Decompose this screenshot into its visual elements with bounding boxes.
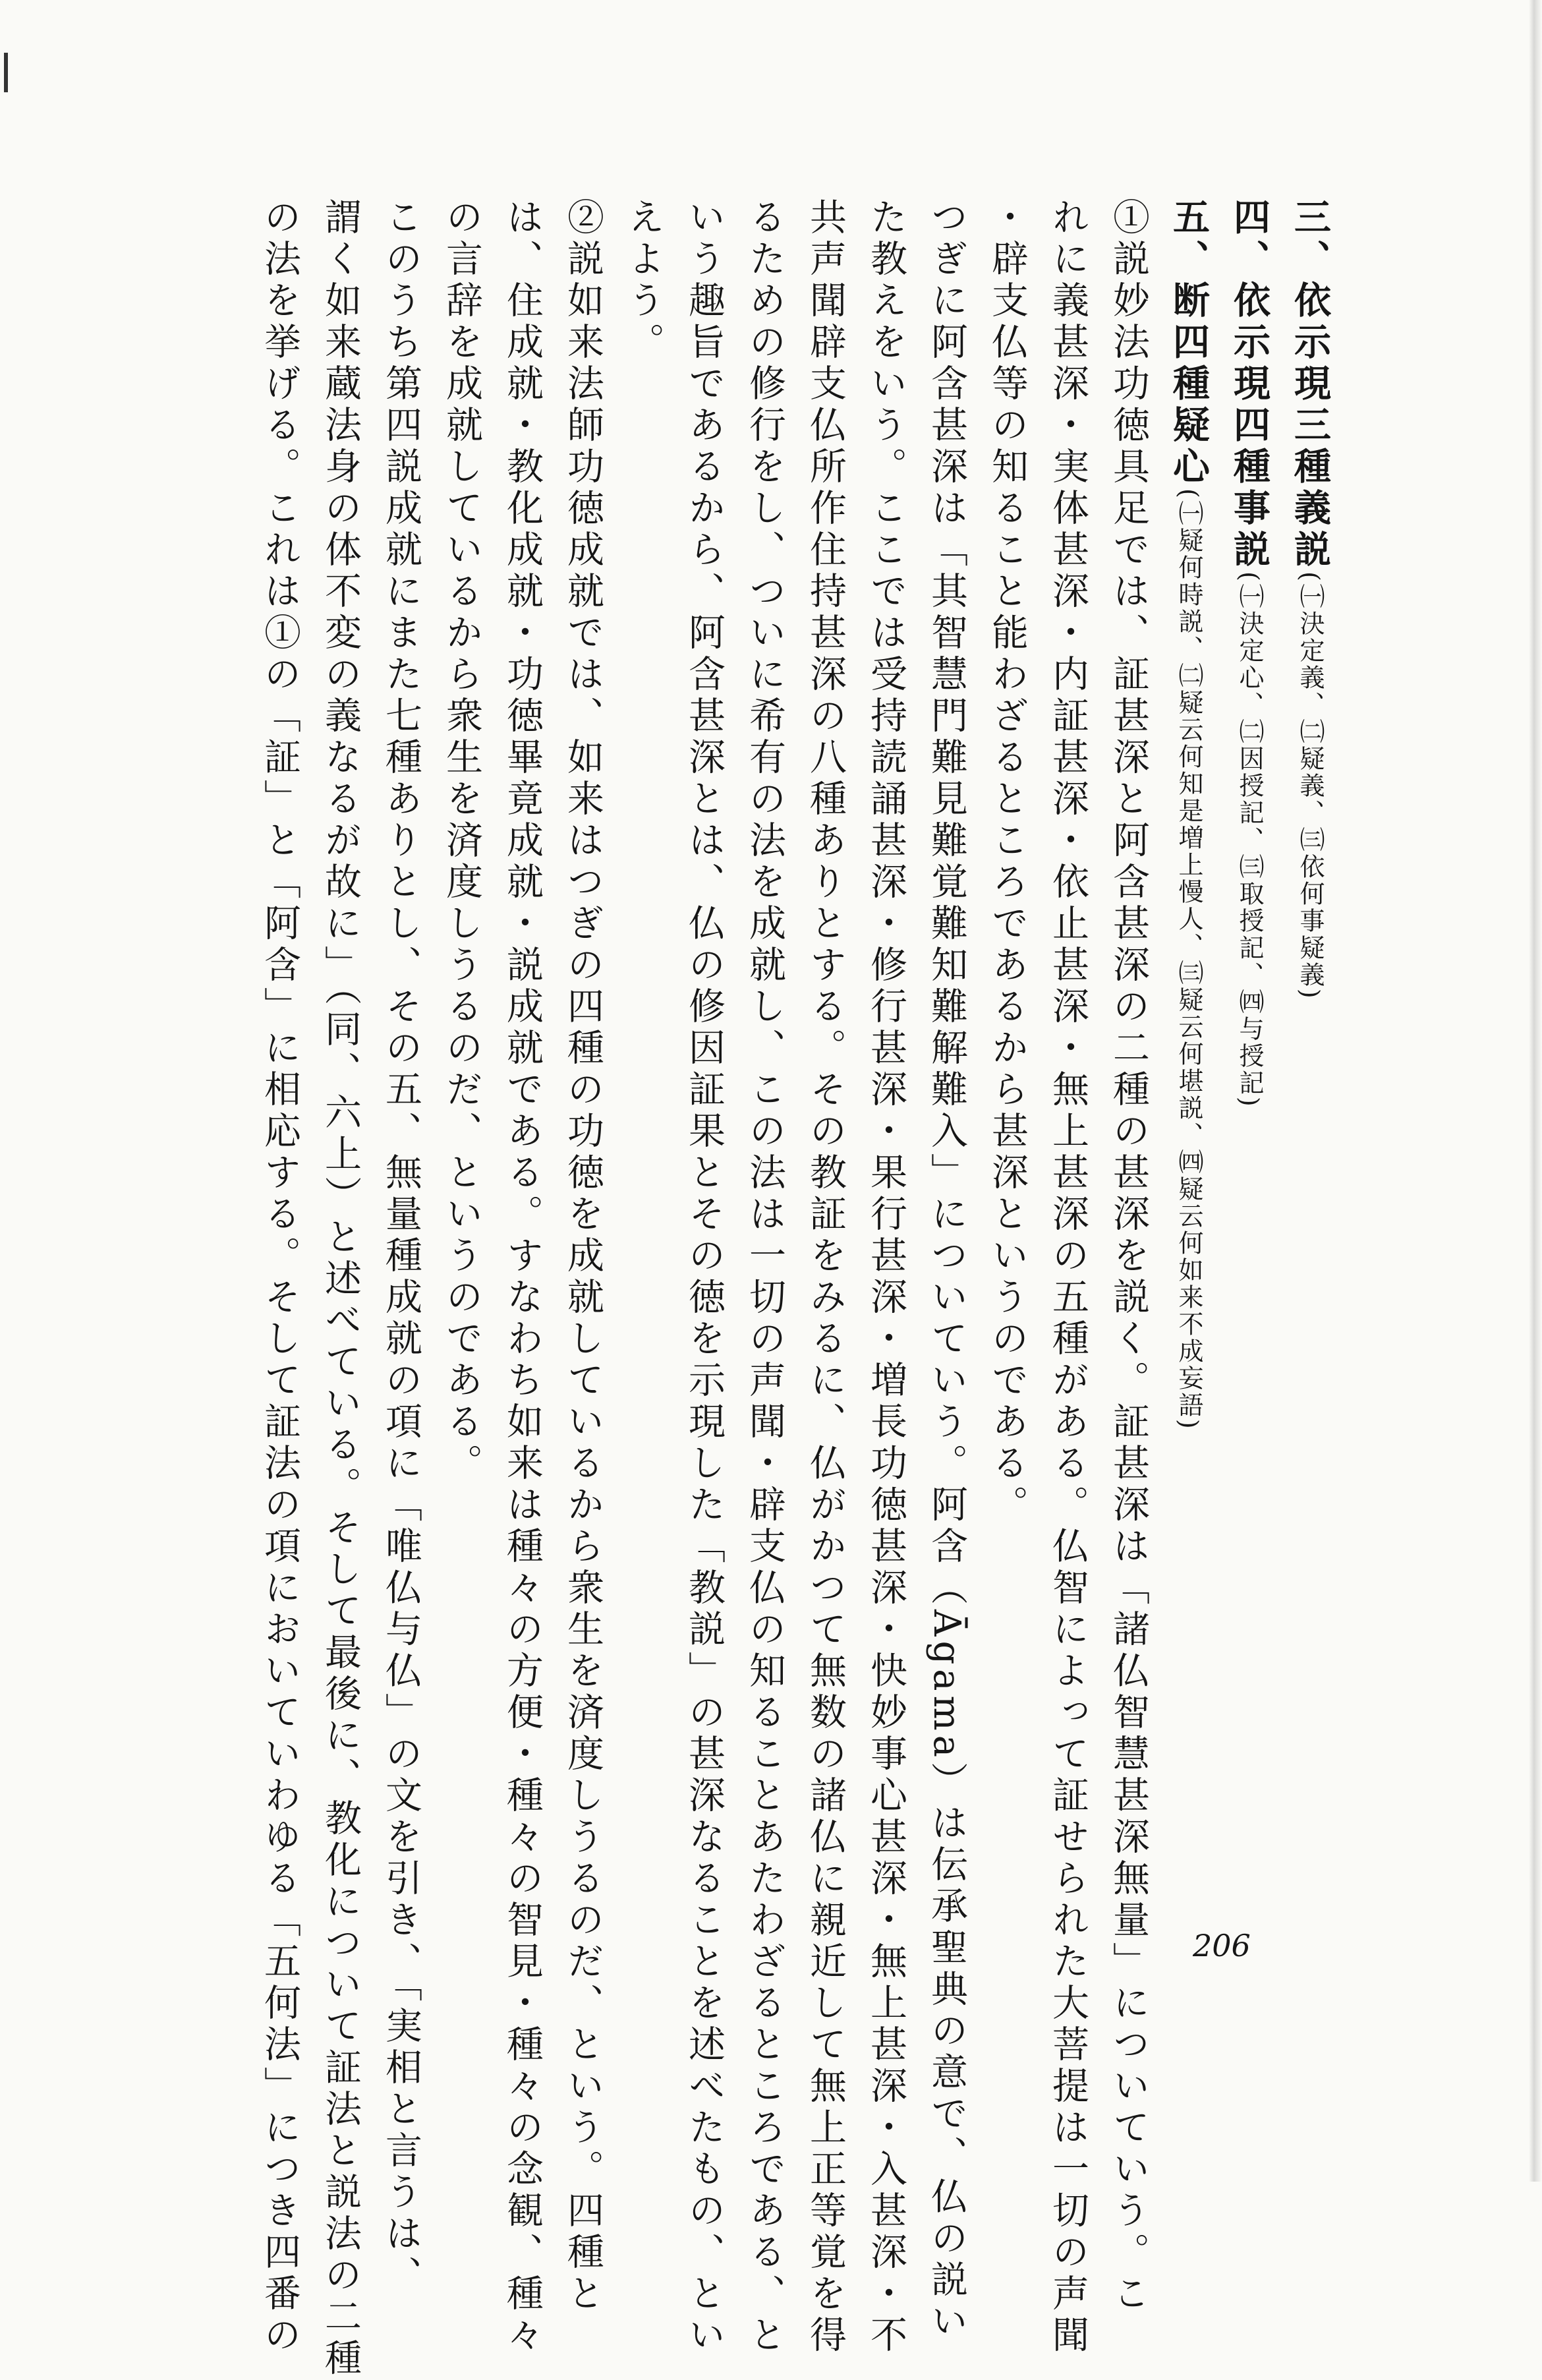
- outline-heading: 五、断四種疑心: [1167, 198, 1211, 488]
- text-column: 謂く如来蔵法身の体不変の義なるが故に」（同、六上）と述べている。そして最後に、教化について証法と説法の二種: [319, 198, 362, 2380]
- text-column: の言辞を成就しているから衆生を済度しうるのだ、というのである。: [440, 198, 483, 1485]
- outline-item-3: [1288, 198, 1332, 1001]
- page-number: 206: [1193, 1928, 1251, 1963]
- text-column: は、住成就・教化成就・功徳畢竟成就・説成就である。すなわち如来は種々の方便・種々の智見・種々の念観、種々: [501, 198, 544, 2357]
- text-column: ・辟支仏等の知ること能わざるところであるから甚深というのである。: [986, 198, 1029, 1526]
- outline-item-5: [1167, 198, 1211, 1431]
- outline-subpoints: (㈠疑何時説、㈡疑云何知是増上慢人、㈢疑云何堪説、㈣疑云何如来不成妄語): [1174, 488, 1203, 1431]
- text-column: の法を挙げる。これは①の「証」と「阿含」に相応する。そして証法の項においていわゆる「五何法」につき四番の: [258, 198, 301, 2357]
- outline-subpoints: (㈠決定義、㈡疑義、㈢依何事疑義): [1296, 571, 1325, 1001]
- outline-heading: 四、依示現四種事説: [1228, 198, 1271, 571]
- text-column: れに義甚深・実体甚深・内証甚深・依止甚深・無上甚深の五種がある。仏智によって証せられた大菩提は一切の声聞: [1046, 198, 1089, 2357]
- text-column: 共声聞辟支仏所作住持甚深の八種ありとする。その教証をみるに、仏がかつて無数の諸仏に親近して無上正等覚を得: [804, 198, 847, 2357]
- text-column: ①説妙法功徳具足では、証甚深と阿含甚深の二種の甚深を説く。証甚深は「諸仏智慧甚深無量」についていう。こ: [1107, 198, 1150, 2315]
- outline-item-4: [1228, 198, 1271, 1109]
- text-column: ②説如来法師功徳成就では、如来はつぎの四種の功徳を成就しているから衆生を済度しうるのだ、という。四種と: [561, 198, 604, 2315]
- text-column: いう趣旨であるから、阿含甚深とは、仏の修因証果とその徳を示現した「教説」の甚深なることを述べたもの、とい: [683, 198, 726, 2357]
- text-column: つぎに阿含甚深は「其智慧門難見難覚難知難解難入」についていう。阿含（Āgama）は伝承聖典の意で、仏の説い: [925, 198, 968, 2344]
- scan-edge: [1529, 0, 1542, 2182]
- text-column: るための修行をし、ついに希有の法を成就し、この法は一切の声聞・辟支仏の知ることあたわざるところである、と: [743, 198, 786, 2357]
- outline-subpoints: (㈠決定心、㈡因授記、㈢取授記、㈣与授記): [1235, 571, 1264, 1109]
- text-column: た教えをいう。ここでは受持読誦甚深・修行甚深・果行甚深・増長功徳甚深・快妙事心甚深・無上甚深・入甚深・不: [865, 198, 907, 2357]
- outline-heading: 三、依示現三種義説: [1288, 198, 1332, 571]
- text-column: このうち第四説成就にまた七種ありとし、その五、無量種成就の項に「唯仏与仏」の文を引き、「実相と言うは、: [380, 198, 422, 2297]
- scan-mark: [4, 53, 8, 92]
- text-column: えよう。: [622, 198, 665, 364]
